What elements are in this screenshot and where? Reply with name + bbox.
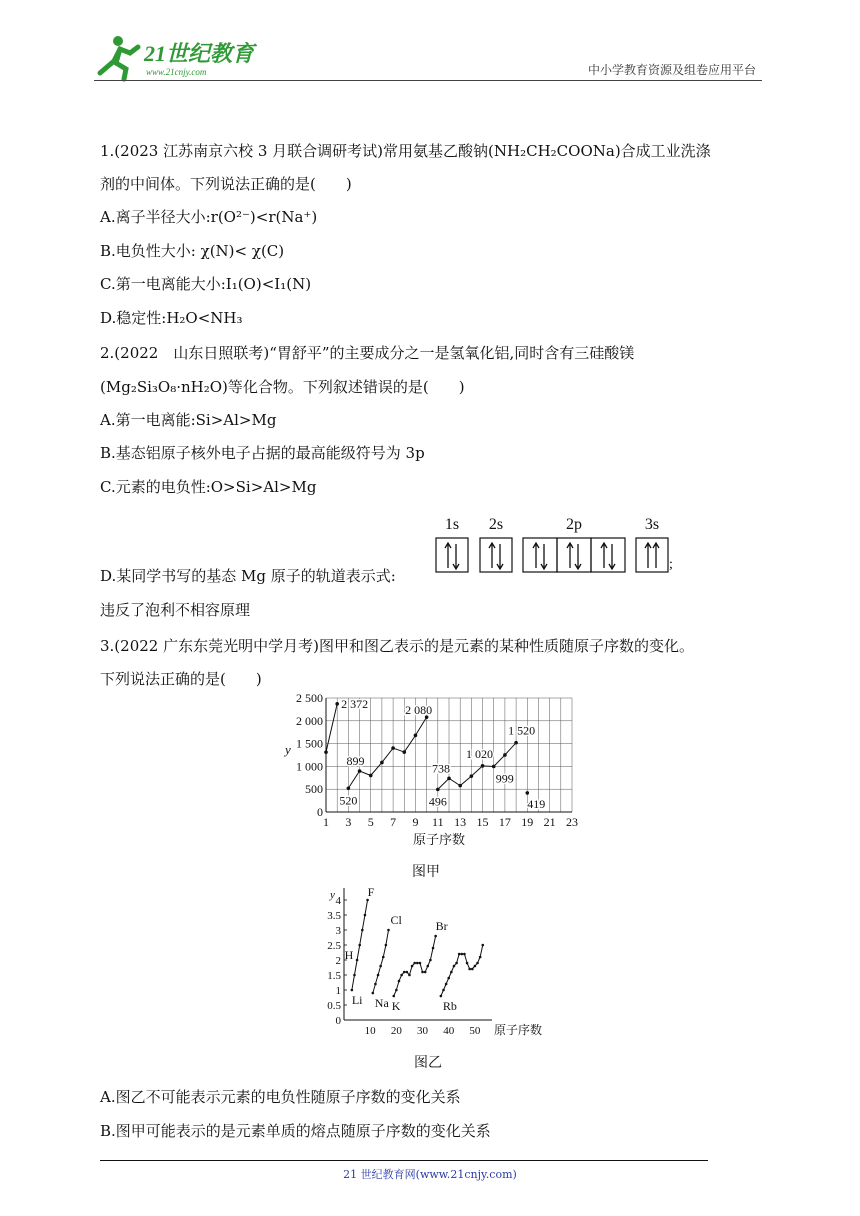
data-point — [468, 968, 471, 971]
data-point — [453, 965, 456, 968]
question-1-option-d: D.稳定性:H₂O<NH₃ — [100, 309, 243, 327]
data-point — [479, 956, 482, 959]
y-tick-label: 3 — [335, 925, 341, 937]
y-tick-label: 0 — [317, 805, 323, 819]
header-tagline: 中小学教育资源及组卷应用平台 — [587, 63, 756, 77]
data-point — [347, 786, 351, 790]
data-point — [361, 929, 364, 932]
y-tick-label: 2.5 — [327, 940, 341, 952]
footer-divider — [100, 1160, 708, 1161]
data-point — [382, 956, 385, 959]
data-label: 738 — [432, 761, 450, 776]
data-point — [364, 914, 367, 917]
y-tick-label: 2 000 — [296, 713, 323, 728]
x-tick-label: 1 — [323, 815, 329, 829]
data-label: 999 — [495, 771, 514, 786]
y-tick-label: 500 — [305, 782, 323, 797]
orbital-box-2p-3 — [591, 538, 625, 572]
y-axis-label: y — [330, 889, 335, 901]
chart-yi — [318, 884, 548, 1044]
series-line — [441, 945, 483, 996]
x-tick-label: 21 — [543, 815, 556, 829]
data-point — [503, 753, 507, 757]
data-point — [424, 971, 427, 974]
data-point — [481, 764, 485, 768]
question-1-option-b: B.电负性大小: χ(N)< χ(C) — [100, 242, 285, 260]
chart-jia — [282, 690, 582, 860]
x-tick-label: 19 — [521, 815, 534, 829]
logo-url: www.21cnjy.com — [146, 67, 207, 77]
data-point — [461, 953, 464, 956]
x-tick-label: 10 — [364, 1025, 376, 1037]
series-line — [326, 704, 337, 752]
orbital-trailing-punct: ; — [669, 557, 673, 572]
y-tick-label: 1 — [335, 985, 341, 997]
x-tick-label: 13 — [454, 815, 467, 829]
data-point — [458, 953, 461, 956]
data-point — [392, 995, 395, 998]
data-point — [492, 765, 496, 769]
data-point — [421, 971, 424, 974]
y-tick-label: 1 500 — [296, 736, 323, 751]
data-point — [402, 750, 406, 754]
orbital-box-3s — [636, 538, 668, 572]
data-point — [458, 784, 462, 788]
orbital-label-3s: 3s — [644, 516, 660, 533]
data-point — [385, 944, 388, 947]
data-point — [408, 974, 411, 977]
data-label: 2 080 — [405, 703, 433, 718]
element-label: Cl — [390, 913, 402, 927]
x-tick-label: 40 — [443, 1025, 455, 1037]
data-point — [366, 899, 369, 902]
y-tick-label: 4 — [335, 895, 341, 907]
question-2-line-2: (Mg₂Si₃O₈·nH₂O)等化合物。下列叙述错误的是( ) — [100, 378, 465, 396]
question-1-line-2: 剂的中间体。下列说法正确的是( ) — [100, 175, 352, 193]
data-point — [447, 977, 450, 980]
chart-yi-caption: 图乙 — [414, 1055, 442, 1071]
data-point — [351, 989, 354, 992]
x-axis-label: 原子序数 — [412, 832, 466, 847]
question-1-option-a: A.离子半径大小:r(O²⁻)<r(Na⁺) — [100, 208, 318, 226]
element-label: Br — [435, 919, 448, 933]
site-logo — [94, 33, 264, 81]
y-tick-label: 1 000 — [296, 759, 323, 774]
question-2-option-d: D.某同学书写的基态 Mg 原子的轨道表示式: — [100, 567, 396, 585]
data-point — [470, 774, 474, 778]
series-line — [348, 717, 426, 788]
element-label: H — [344, 948, 354, 962]
series-line — [394, 936, 436, 996]
orbital-label-1s: 1s — [444, 516, 460, 533]
element-label: Li — [351, 993, 363, 1007]
data-point — [377, 974, 380, 977]
orbital-box-2s — [480, 538, 512, 572]
x-tick-label: 11 — [432, 815, 444, 829]
data-point — [353, 974, 356, 977]
element-label: F — [367, 885, 375, 899]
element-label: Rb — [442, 999, 457, 1013]
question-2-line-1: 2.(2022 山东日照联考)“胃舒平”的主要成分之一是氢氧化铝,同时含有三硅酸镁 — [100, 344, 635, 362]
y-tick-label: 0 — [335, 1015, 341, 1027]
y-tick-label: 3.5 — [327, 910, 341, 922]
data-point — [450, 971, 453, 974]
header-divider — [94, 80, 762, 81]
data-point — [398, 980, 401, 983]
x-tick-label: 5 — [367, 815, 374, 829]
x-tick-label: 30 — [417, 1025, 429, 1037]
data-point — [374, 983, 377, 986]
data-point — [463, 953, 466, 956]
data-point — [414, 734, 418, 738]
question-3-option-a: A.图乙不可能表示元素的电负性随原子序数的变化关系 — [100, 1088, 461, 1106]
y-tick-label: 0.5 — [327, 1000, 341, 1012]
x-tick-label: 3 — [345, 815, 352, 829]
data-point — [426, 965, 429, 968]
x-tick-label: 7 — [390, 815, 397, 829]
data-label: 899 — [346, 754, 365, 769]
data-point — [436, 788, 440, 792]
orbital-diagram — [432, 512, 672, 576]
question-1-option-c: C.第一电离能大小:I₁(O)<I₁(N) — [100, 275, 312, 293]
x-tick-label: 50 — [469, 1025, 481, 1037]
data-point — [358, 944, 361, 947]
question-3-line-2: 下列说法正确的是( ) — [100, 670, 262, 688]
data-label: 2 372 — [341, 696, 369, 711]
orbital-label-2p: 2p — [566, 516, 582, 533]
y-tick-label: 2 500 — [296, 691, 323, 705]
x-axis-label: 原子序数 — [494, 1023, 543, 1037]
data-point — [447, 777, 451, 781]
data-label: 496 — [428, 794, 447, 809]
data-point — [356, 959, 359, 962]
data-point — [466, 962, 469, 965]
question-2-option-a: A.第一电离能:Si>Al>Mg — [100, 411, 277, 429]
data-point — [335, 702, 339, 706]
data-point — [416, 962, 419, 965]
data-point — [413, 962, 416, 965]
y-tick-label: 1.5 — [327, 970, 341, 982]
data-label: 1 020 — [466, 746, 494, 761]
data-point — [476, 962, 479, 965]
orbital-box-2p-1 — [523, 538, 557, 572]
x-tick-label: 17 — [498, 815, 511, 829]
x-tick-label: 23 — [566, 815, 578, 829]
footer-text: 21 世纪教育网(www.21cnjy.com) — [343, 1168, 517, 1181]
data-point — [474, 965, 477, 968]
data-point — [471, 968, 474, 971]
data-point — [432, 947, 435, 950]
data-point — [372, 992, 375, 995]
logo-text: 21世纪教育 — [144, 41, 255, 66]
data-point — [379, 965, 382, 968]
data-point — [434, 935, 437, 938]
data-point — [324, 750, 328, 754]
question-3-option-b: B.图甲可能表示的是元素单质的熔点随原子序数的变化关系 — [100, 1122, 491, 1140]
data-point — [514, 741, 518, 745]
data-point — [525, 791, 529, 795]
question-2-option-c: C.元素的电负性:O>Si>Al>Mg — [100, 478, 317, 496]
orbital-label-2s: 2s — [488, 516, 504, 533]
x-tick-label: 20 — [390, 1025, 402, 1037]
orbital-box-2p-2 — [557, 538, 591, 572]
data-point — [406, 971, 409, 974]
orbital-arrows — [445, 543, 659, 569]
question-2-option-b: B.基态铝原子核外电子占据的最高能级符号为 3p — [100, 444, 425, 462]
question-2-option-d-note: 违反了泡利不相容原理 — [100, 601, 251, 619]
question-3-line-1: 3.(2022 广东东莞光明中学月考)图甲和图乙表示的是元素的某种性质随原子序数的变化。 — [100, 637, 694, 655]
y-axis-label: y — [285, 742, 291, 757]
chart-jia-caption: 图甲 — [412, 864, 440, 880]
data-point — [481, 944, 484, 947]
data-label: 520 — [339, 793, 358, 808]
data-point — [440, 995, 443, 998]
data-point — [358, 769, 362, 773]
data-point — [380, 761, 384, 765]
data-point — [400, 974, 403, 977]
data-label: 1 520 — [508, 723, 536, 738]
y-tick-label: 2 — [335, 955, 341, 967]
x-tick-label: 15 — [476, 815, 489, 829]
data-point — [391, 746, 395, 750]
x-tick-label: 9 — [412, 815, 419, 829]
data-point — [419, 962, 422, 965]
data-point — [455, 962, 458, 965]
element-label: Na — [374, 996, 389, 1010]
data-point — [429, 959, 432, 962]
data-point — [403, 971, 406, 974]
data-label: 419 — [527, 796, 546, 811]
orbital-box-1s — [436, 538, 468, 572]
data-point — [445, 983, 448, 986]
question-1-line-1: 1.(2023 江苏南京六校 3 月联合调研考试)常用氨基乙酸钠(NH₂CH₂COONa)合成工业洗涤 — [100, 142, 711, 160]
element-label: K — [391, 999, 401, 1013]
data-point — [442, 989, 445, 992]
data-point — [369, 774, 373, 778]
data-point — [395, 989, 398, 992]
data-point — [411, 965, 414, 968]
data-point — [387, 929, 390, 932]
runner-icon — [100, 36, 138, 79]
